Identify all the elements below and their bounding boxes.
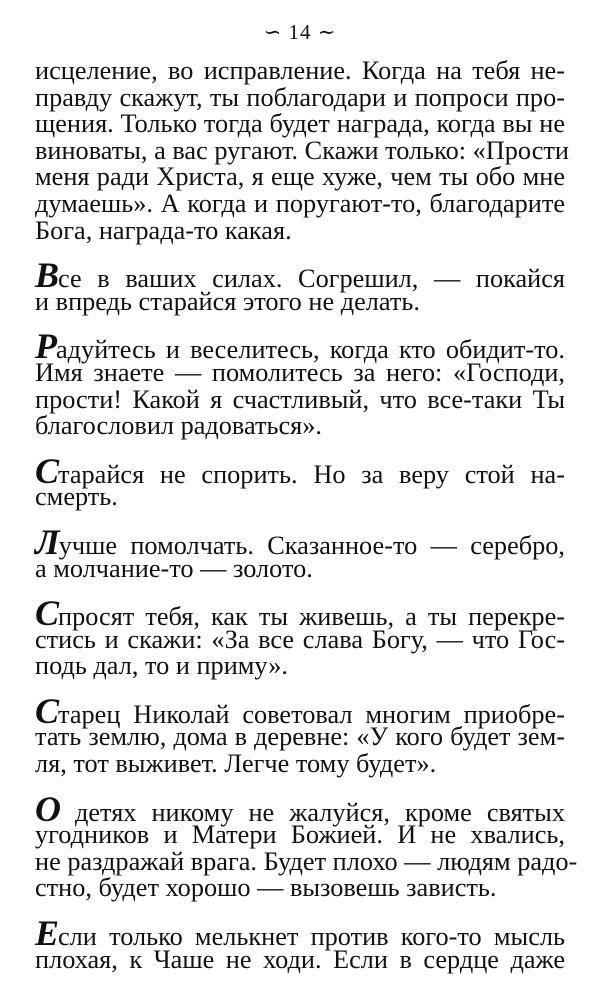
line-text: плохая, к Чаше не ходи. Если в сердце даже (35, 944, 565, 974)
text-line (35, 724, 565, 751)
drop-cap: О (35, 788, 60, 829)
text-line (35, 413, 565, 440)
line-text: тарец Николай советовал многим приобре- (58, 699, 565, 729)
line-text: ля, тот выживет. Легче тому будет». (35, 749, 437, 779)
line-text: Бога, награда-то какая. (35, 215, 292, 245)
line-text: щения. Только тогда будет награда, когда вы не (35, 109, 565, 139)
paragraph (35, 56, 569, 245)
page-text (35, 56, 578, 991)
header-ornament-right: ∼ (311, 20, 337, 44)
line-text: стно, будет хорошо — вызовешь зависть. (35, 873, 497, 903)
text-line (35, 82, 565, 112)
paragraph (35, 255, 565, 316)
line-text: Имя знаете — помолитесь за него: «Господи, (35, 357, 565, 387)
paragraph (35, 788, 578, 903)
drop-cap: С (35, 690, 59, 731)
drop-cap: Р (35, 326, 56, 367)
text-line (35, 944, 565, 974)
line-text: подь дал, то и приму». (35, 651, 288, 681)
line-text: прости! Какой я счастливый, что все-таки Ты (35, 384, 565, 414)
text-line (35, 58, 565, 85)
drop-cap: Е (35, 913, 59, 954)
line-text: сли только мелькнет против кого-то мысль (58, 922, 565, 952)
page-number: 14 (288, 20, 312, 44)
text-line (35, 164, 565, 191)
line-text: учше помолчать. Сказанное-то — серебро, (58, 530, 565, 560)
line-text: думаешь». А когда и поругают-то, благодарите (35, 188, 565, 218)
line-text: тарайся не спорить. Но за веру стой на- (58, 459, 565, 489)
text-line (35, 450, 565, 491)
text-line (35, 357, 565, 387)
text-line (35, 788, 565, 829)
line-text: адуйтесь и веселитесь, когда кто обидит-то. (56, 335, 565, 365)
line-text: детях никому не жалуйся, кроме святых (60, 797, 565, 827)
text-line (35, 135, 569, 165)
text-line (35, 188, 565, 218)
text-line (35, 751, 565, 778)
text-line (35, 521, 565, 562)
line-text: стись и скажи: «За все слава Богу, — что Гос- (35, 624, 565, 654)
line-text: угодников и Матери Божией. И не хвались, (35, 820, 565, 850)
line-text: смерть. (35, 482, 118, 512)
drop-cap: С (35, 450, 59, 491)
text-line (35, 255, 565, 296)
text-line (35, 326, 565, 367)
drop-cap: Л (35, 521, 59, 562)
text-line (35, 624, 565, 654)
line-text: благословил радоваться». (35, 411, 322, 441)
line-text: и впредь старайся этого не делать. (35, 286, 420, 316)
paragraph (35, 913, 565, 974)
line-text: а молчание-то — золото. (35, 553, 313, 583)
text-line (35, 846, 578, 876)
line-text: виноваты, а вас ругают. Скажи только: «Прости (35, 135, 569, 165)
text-line (35, 690, 565, 731)
text-line (35, 822, 565, 849)
paragraph (35, 593, 565, 681)
line-text: се в ваших силах. Согрешил, — покайся (58, 264, 565, 294)
text-line (35, 215, 565, 245)
line-text: не раздражай врага. Будет плохо — людям радо- (35, 846, 578, 876)
drop-cap: С (35, 593, 59, 634)
page-header (0, 20, 600, 45)
text-line (35, 653, 565, 680)
line-text: меня ради Христа, я еще хуже, чем ты обо мне (35, 162, 565, 192)
paragraph (35, 326, 565, 441)
line-text: просят тебя, как ты живешь, а ты перекре- (58, 602, 565, 632)
text-line (35, 913, 565, 954)
text-line (35, 111, 565, 138)
line-text: тать землю, дома в деревне: «У кого будет зем- (35, 722, 565, 752)
text-line (35, 384, 565, 414)
line-text: исцеление, во исправление. Когда на тебя не- (35, 56, 565, 85)
header-ornament-left: ∽ (263, 20, 289, 44)
paragraph (35, 450, 565, 512)
drop-cap: В (35, 255, 59, 296)
line-text: правду скажут, ты поблагодари и попроси про- (35, 82, 565, 112)
text-line (35, 593, 565, 634)
paragraph (35, 690, 565, 779)
paragraph (35, 521, 565, 583)
text-line (35, 875, 565, 902)
